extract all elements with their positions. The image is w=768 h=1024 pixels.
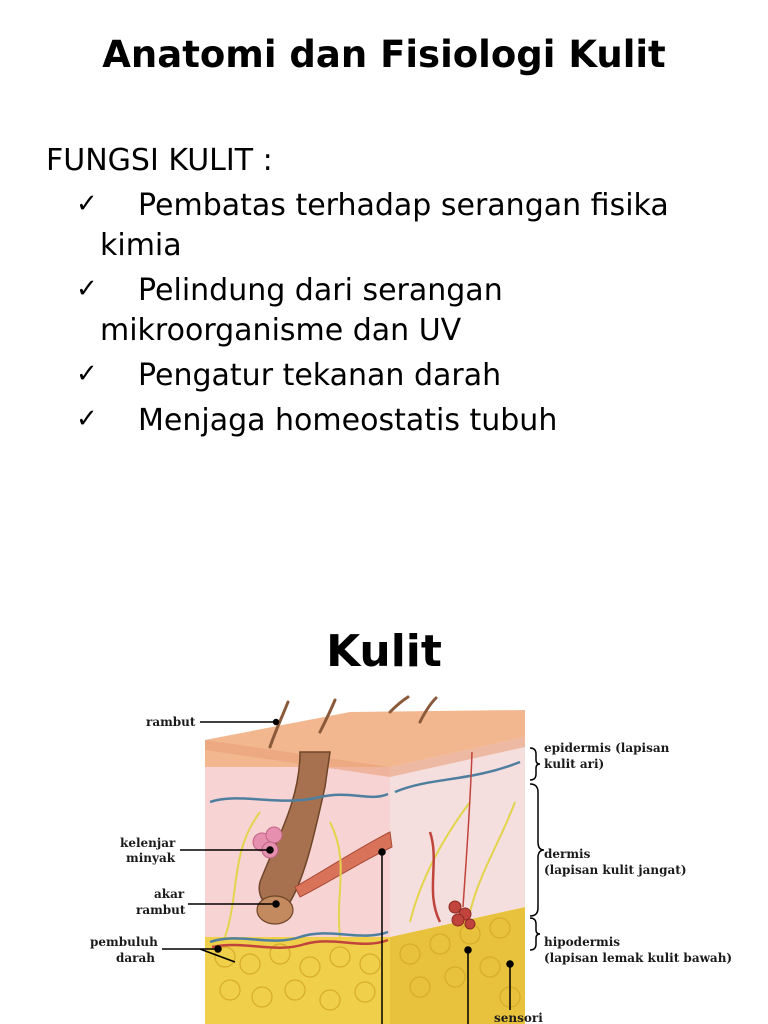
label-pembuluh-line1: pembuluh — [90, 935, 158, 949]
label-hipodermis-line2: (lapisan lemak kulit bawah) — [544, 951, 733, 965]
checkmark-icon: ✓ — [76, 189, 98, 219]
label-sensori: sensori — [494, 1011, 543, 1024]
label-kelenjar-line2: minyak — [126, 851, 176, 865]
checkmark-icon: ✓ — [76, 359, 98, 389]
list-item — [0, 356, 768, 396]
list-item — [0, 186, 768, 266]
label-akar-line1: akar — [154, 887, 185, 901]
list-item-text: Pelindung dari serangan mikroorganisme dan UV — [100, 273, 503, 348]
label-pembuluh-line2: darah — [116, 951, 155, 965]
function-list — [0, 186, 768, 446]
slide-title: Anatomi dan Fisiologi Kulit — [102, 33, 666, 76]
checkmark-icon: ✓ — [76, 404, 98, 434]
list-item — [0, 271, 768, 351]
checkmark-icon: ✓ — [76, 274, 98, 304]
skin-illustration — [205, 697, 525, 1024]
slide-title: Kulit — [326, 626, 442, 677]
label-rambut: rambut — [146, 715, 196, 729]
label-dermis-line1: dermis — [544, 847, 591, 861]
list-item-text: Pembatas terhadap serangan fisika kimia — [100, 188, 669, 263]
label-kelenjar-line1: kelenjar — [120, 836, 176, 850]
list-item-text: Menjaga homeostatis tubuh — [138, 403, 558, 438]
label-dermis-line2: (lapisan kulit jangat) — [544, 863, 687, 877]
label-epidermis-line2: kulit ari) — [544, 757, 605, 771]
list-item-text: Pengatur tekanan darah — [138, 358, 502, 393]
label-akar-line2: rambut — [136, 903, 186, 917]
slide-kulit — [0, 512, 768, 1024]
section-label: FUNGSI KULIT : — [46, 143, 273, 178]
label-epidermis-line1: epidermis (lapisan — [544, 741, 670, 755]
skin-cross-section-diagram — [0, 692, 768, 1024]
list-item — [0, 401, 768, 441]
layer-brackets — [530, 748, 544, 950]
hair-root — [257, 896, 293, 924]
label-hipodermis-line1: hipodermis — [544, 935, 621, 949]
